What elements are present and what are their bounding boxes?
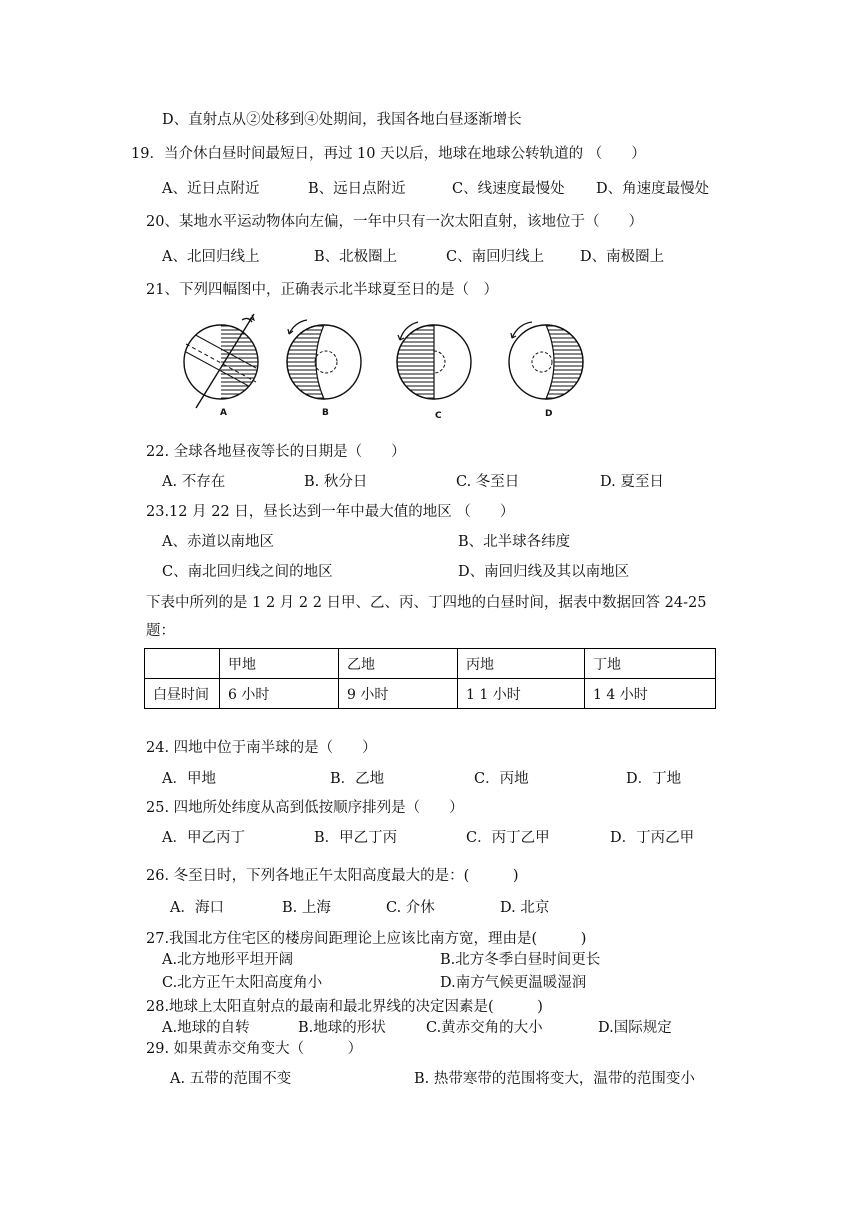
question-24: 24. 四地中位于南半球的是（ ） bbox=[146, 740, 377, 756]
option-25-a: A．甲乙丙丁 bbox=[162, 830, 245, 846]
option-22-a: A. 不存在 bbox=[162, 474, 226, 490]
option-20-a: A、北回归线上 bbox=[162, 249, 260, 265]
option-25-b: B．甲乙丁丙 bbox=[314, 830, 398, 846]
option-28-c: C.黄赤交角的大小 bbox=[426, 1020, 543, 1036]
question-29: 29. 如果黄赤交角变大（ ） bbox=[146, 1041, 363, 1057]
option-28-d: D.国际规定 bbox=[598, 1020, 672, 1036]
option-19-b: B、远日点附近 bbox=[308, 181, 406, 197]
table-header-cell: 乙地 bbox=[339, 649, 458, 679]
option-27-d: D.南方气候更温暖湿润 bbox=[440, 975, 587, 991]
diagram-label-b: B bbox=[322, 408, 329, 418]
option-23-c: C、南北回归线之间的地区 bbox=[162, 564, 333, 580]
table-cell: 9 小时 bbox=[339, 679, 458, 709]
table-header-cell: 丙地 bbox=[458, 649, 585, 679]
option-24-a: A．甲地 bbox=[162, 771, 216, 787]
option-29-a: A. 五带的范围不变 bbox=[170, 1071, 292, 1087]
table-row-label: 白昼时间 bbox=[145, 679, 220, 709]
table-row bbox=[145, 679, 716, 709]
option-22-c: C. 冬至日 bbox=[456, 474, 520, 490]
option-20-c: C、南回归线上 bbox=[446, 249, 545, 265]
diagram-label-d: D bbox=[545, 409, 553, 419]
option-29-b: B. 热带寒带的范围将变大，温带的范围变小 bbox=[414, 1071, 695, 1087]
question-27: 27.我国北方住宅区的楼房间距理论上应该比南方宽，理由是( ) bbox=[146, 931, 587, 947]
option-25-d: D．丁丙乙甲 bbox=[610, 830, 695, 846]
option-26-c: C. 介休 bbox=[386, 900, 435, 916]
question-25: 25. 四地所处纬度从高到低按顺序排列是（ ） bbox=[146, 800, 464, 816]
question-20: 20、某地水平运动物体向左偏，一年中只有一次太阳直射，该地位于（ ） bbox=[146, 214, 643, 230]
option-27-b: B.北方冬季白昼时间更长 bbox=[440, 952, 601, 968]
option-24-b: B．乙地 bbox=[330, 771, 385, 787]
table-cell bbox=[145, 649, 220, 679]
question-23: 23.12 月 22 日，昼长达到一年中最大值的地区 （ ） bbox=[146, 504, 515, 520]
table-header-cell: 甲地 bbox=[220, 649, 339, 679]
option-26-b: B. 上海 bbox=[282, 900, 331, 916]
question-28: 28.地球上太阳直射点的最南和最北界线的决定因素是( ) bbox=[146, 999, 543, 1015]
table-intro-2: 题： bbox=[146, 623, 175, 639]
option-23-d: D、南回归线及其以南地区 bbox=[458, 564, 630, 580]
option-26-a: A．海口 bbox=[170, 900, 224, 916]
option-20-b: B、北极圈上 bbox=[314, 249, 398, 265]
diagram-a bbox=[184, 314, 261, 408]
option-22-b: B. 秋分日 bbox=[304, 474, 368, 490]
diagram-d bbox=[509, 322, 583, 399]
option-26-d: D. 北京 bbox=[500, 900, 550, 916]
option-22-d: D. 夏至日 bbox=[600, 474, 664, 490]
diagram-c bbox=[397, 322, 471, 399]
option-28-b: B.地球的形状 bbox=[298, 1020, 386, 1036]
daylight-table bbox=[144, 648, 716, 709]
diagram-label-a: A bbox=[220, 408, 227, 418]
diagram-label-c: C bbox=[435, 411, 442, 421]
question-26: 26. 冬至日时，下列各地正午太阳高度最大的是：( ) bbox=[146, 868, 519, 884]
option-23-b: B、北半球各纬度 bbox=[458, 534, 571, 550]
earth-diagrams bbox=[176, 312, 606, 424]
option-27-a: A.北方地形平坦开阔 bbox=[162, 952, 294, 968]
table-cell: 1 4 小时 bbox=[585, 679, 716, 709]
table-cell: 1 1 小时 bbox=[458, 679, 585, 709]
option-19-d: D、角速度最慢处 bbox=[596, 181, 710, 197]
option-28-a: A.地球的自转 bbox=[162, 1020, 250, 1036]
earth-diagrams-svg bbox=[176, 312, 606, 424]
table-intro: 下表中所列的是 1 2 月 2 2 日甲、乙、丙、丁四地的白昼时间，据表中数据回答 24-25 bbox=[146, 595, 707, 611]
option-25-c: C．丙丁乙甲 bbox=[466, 830, 550, 846]
table-header-cell: 丁地 bbox=[585, 649, 716, 679]
table-header-row bbox=[145, 649, 716, 679]
option-20-d: D、南极圈上 bbox=[580, 249, 665, 265]
option-27-c: C.北方正午太阳高度角小 bbox=[162, 975, 323, 991]
option-23-a: A、赤道以南地区 bbox=[162, 534, 274, 550]
question-19: 19．当介休白昼时间最短日，再过 10 天以后，地球在地球公转轨道的 （ ） bbox=[131, 146, 646, 162]
question-21: 21、下列四幅图中，正确表示北半球夏至日的是（ ） bbox=[146, 282, 498, 298]
table-cell: 6 小时 bbox=[220, 679, 339, 709]
question-22: 22. 全球各地昼夜等长的日期是（ ） bbox=[146, 444, 406, 460]
option-line: D、直射点从②处移到④处期间，我国各地白昼逐渐增长 bbox=[162, 112, 522, 128]
option-19-c: C、线速度最慢处 bbox=[452, 181, 565, 197]
diagram-b bbox=[287, 320, 361, 399]
option-24-c: C．丙地 bbox=[474, 771, 529, 787]
option-24-d: D．丁地 bbox=[626, 771, 682, 787]
option-19-a: A、近日点附近 bbox=[162, 181, 260, 197]
